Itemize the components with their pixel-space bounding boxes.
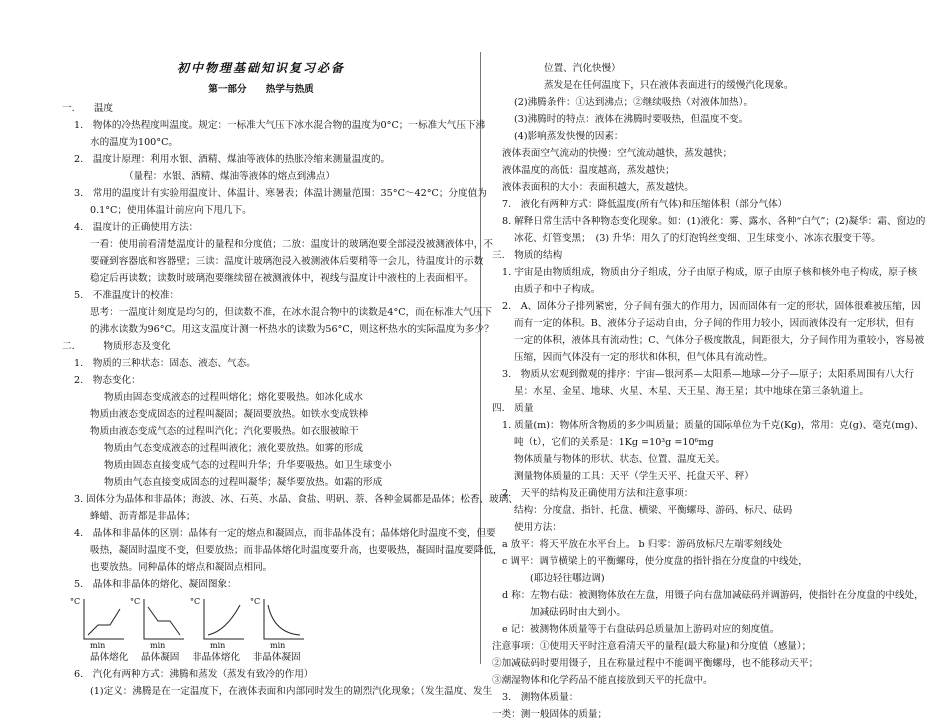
left-line: 1. 物质的三种状态：固态、液态、气态。	[74, 358, 256, 369]
left-line: 2. 物态变化：	[74, 375, 141, 386]
right-line: (3)沸腾时的特点：液体在沸腾时要吸热，但温度不变。	[514, 114, 749, 125]
caption-amorphous-melting: 非晶体熔化	[192, 652, 241, 663]
left-line: 稳定后再读数；读数时玻璃泡要继续留在被测液体中，视线与温度计中液柱的上表面相平。	[90, 273, 474, 284]
right-line: e 记：被测物体质量等于右盘砝码总质量加上游码对应的刻度值。	[502, 624, 780, 635]
left-line: 二. 物质形态及变化	[62, 341, 171, 352]
graph1-unit: °C	[70, 597, 81, 606]
left-line: 5. 不准温度计的校准：	[74, 290, 180, 301]
graph4-axes	[264, 599, 304, 639]
left-line: 0.1°C；使用体温计前应向下甩几下。	[90, 205, 252, 216]
left_tail-line: (1)定义：沸腾是在一定温度下，在液体表面和内部同时发生的剧烈汽化现象；（发生温度、发生	[90, 686, 493, 697]
left-line: 吸热，凝固时温度不变，但要放热；而非晶体熔化时温度要升高，也要吸热，凝固时温度要降低，	[90, 545, 503, 556]
right-line: 吨（t），它们的关系是：1Kg =10³g =10⁶mg	[514, 437, 714, 448]
graph1-axis: min	[90, 641, 106, 650]
right-line: 注意事项：①使用天平时注意看清天平的量程(最大称量)和分度值（感量）；	[492, 641, 812, 652]
left-line: （量程：水银、酒精、煤油等液体的熔点到沸点）	[124, 171, 336, 182]
left-line: 2. 温度计原理：利用水银、酒精、煤油等液体的热胀冷缩来测量温度的。	[74, 154, 391, 165]
left-line: 4. 温度计的正确使用方法：	[74, 222, 199, 233]
right-line: 物体质量与物体的形状、状态、位置、温度无关。	[514, 454, 726, 465]
right-line: 7. 液化有两种方式：降低温度(所有气体)和压缩体积（部分气体）	[502, 199, 788, 210]
left-line: 蜂蜡、沥青都是非晶体；	[90, 511, 196, 522]
left-line: 也要放热。同种晶体的熔点和凝固点相同。	[90, 562, 273, 573]
left-text-tail	[52, 666, 493, 700]
graph3-axis: min	[210, 641, 226, 650]
right-line: 而有一定的体积。B、液体分子运动自由，分子间的作用力较小，因而液体没有一定形状，但有	[514, 318, 915, 329]
right-line: 8. 解释日常生活中各种物态变化现象。如：(1)液化：雾、露水、各种“白气”；(2)凝华：霜、窗边的	[502, 216, 926, 227]
graph4-unit: °C	[250, 597, 261, 606]
right-line: 一定的体积，液体具有流动性；C、气体分子极度散乱，间距很大，分子间作用为重较小，容易被	[514, 335, 925, 346]
right-line: 2. A、固体分子排列紧密，分子间有强大的作用力，因而固体有一定的形状，固体很难被压缩，因	[502, 301, 922, 312]
right-line: 三. 物质的结构	[492, 250, 563, 261]
document-title: 初中物理基础知识复习必备	[176, 61, 345, 75]
right-text-block	[492, 60, 926, 723]
left-line: 物质由液态变成固态的过程叫凝固；凝固要放热。如铁水变成铁棒	[90, 409, 369, 420]
left-line: 1. 物体的冷热程度叫温度。规定：一标准大气压下冰水混合物的温度为0°C；一标准大气压下沸	[74, 120, 486, 131]
right-line: 液体表面积的大小：表面积越大，蒸发越快。	[502, 182, 694, 193]
right-line: (4)影响蒸发快慢的因素：	[514, 131, 624, 142]
graph2-curve	[148, 607, 180, 635]
left-line: 一. 温度	[62, 103, 114, 114]
left-line: 要碰到容器底和容器壁；三读：温度计玻璃泡浸入被测液体后要稍等一会儿，待温度计的示数	[90, 256, 484, 267]
graph3-curve	[208, 605, 240, 635]
right-line: 蒸发是在任何温度下，只在液体表面进行的缓慢汽化现象。	[544, 80, 794, 91]
right-line: 2. 天平的结构及正确使用方法和注意事项：	[502, 488, 694, 499]
right-line: ②加减砝码时要用镊子，且在称量过程中不能调平衡螺母，也不能移动天平；	[492, 658, 819, 669]
right-line: 星：水星、金星、地球、火星、木星、天王星、海王星；其中地球在第三条轨道上。	[514, 386, 869, 397]
right-line: ③潮湿物体和化学药品不能直接放到天平的托盘中。	[492, 675, 713, 686]
right-line: 位置、汽化快慢）	[544, 63, 621, 74]
left-line: 3. 常用的温度计有实验用温度计、体温计、寒暑表；体温计测量范围：35°C～42°C；分度值为	[74, 188, 487, 199]
left-line: 水的温度为100°C。	[90, 137, 179, 148]
left-line: 4. 晶体和非晶体的区别：晶体有一定的熔点和凝固点，而非晶体没有；晶体熔化时温度不变，但要	[74, 528, 496, 539]
graph3-axes	[204, 599, 244, 639]
right-line: c 调平：调节横梁上的平衡螺母，使分度盘的指针指在分度盘的中线处，	[502, 556, 808, 567]
left-line: 物质由固态变成液态的过程叫熔化；熔化要吸热。如冰化成水	[104, 392, 364, 403]
right-line: 液体表面空气流动的快慢：空气流动越快，蒸发越快；	[502, 148, 733, 159]
right-line: 四. 质量	[492, 403, 534, 414]
left-line: 物质由气态变成液态的过程叫液化；液化要放热。如雾的形成	[104, 443, 364, 454]
right-line: (2)沸腾条件：①达到沸点；②继续吸热（对液体加热）。	[514, 97, 754, 108]
right-line: 3. 物质从宏观到微观的排序：宇宙—银河系—太阳系—地球—分子—原子；太阳系周围有八大行	[502, 369, 915, 380]
right-line: a 放平：将天平放在水平台上。 b 归零：游码放标尺左端零刻线处	[502, 539, 783, 550]
right-line: 1. 宇宙是由物质组成，物质由分子组成，分子由原子构成，原子由原子核和核外电子构成，原子核	[502, 267, 918, 278]
graph4-axis: min	[270, 641, 286, 650]
left-line: 物质由液态变成气态的过程叫汽化；汽化要吸热。如衣服被晾干	[90, 426, 359, 437]
part-heading: 第一部分 热学与热质	[208, 84, 314, 95]
left-line: 3. 固体分为晶体和非晶体；海波、冰、石英、水晶、食盐、明矾、萘、各种金属都是晶体；松香、玻璃、	[74, 494, 518, 505]
right-column	[492, 60, 926, 723]
caption-crystal-melting: 晶体熔化	[90, 652, 129, 663]
right-line: 压缩，因而气体没有一定的形状和体积，但气体具有流动性。	[514, 352, 774, 363]
caption-amorphous-solidifying: 非晶体凝固	[252, 652, 301, 663]
graph2-unit: °C	[130, 597, 141, 606]
right-line: (耶边轻往哪边调)	[530, 573, 605, 584]
graph2-axis: min	[150, 641, 166, 650]
right-line: 1. 质量(m)：物体所含物质的多少叫质量；质量的国际单位为千克(Kg)，常用：克(g)、毫克(mg)、	[502, 420, 924, 431]
graph1-curve	[88, 609, 120, 635]
right-line: 由质子和中子构成。	[514, 284, 601, 295]
right-line: 液体温度的高低：温度越高，蒸发越快；	[502, 165, 675, 176]
graph-captions	[52, 649, 470, 666]
right-line: 冰花、灯管变黑； (3) 升华：用久了的灯泡钨丝变细、卫生球变小、冰冻衣服变干等。	[514, 233, 881, 244]
right-line: 加减砝码时由大到小。	[530, 607, 626, 618]
caption-crystal-solidifying: 晶体凝固	[141, 652, 180, 663]
right-line: 3. 测物体质量：	[502, 692, 579, 703]
left-line: 思考：一温度计刻度是均匀的，但读数不准，在冰水混合物中的读数是4°C，而在标准大气压下	[90, 307, 492, 318]
right-line: 使用方法：	[514, 522, 562, 533]
graph3-unit: °C	[190, 597, 201, 606]
right-line: 结构：分度盘、指针、托盘、横梁、平衡螺母、游码、标尺、砝码	[514, 505, 793, 516]
right-line: d 称：左物右砝：被测物体放在左盘，用镊子向右盘加减砝码并调游码，使指针在分度盘的中线处，	[502, 590, 924, 601]
left-line: 的沸水读数为96°C。用这支温度计测一杯热水的读数为56°C，则这杯热水的实际温度为多少？	[90, 324, 494, 335]
left-line: 物质由气态直接变成固态的过程叫凝华；凝华要放热。如霜的形成	[104, 477, 383, 488]
left-line: 物质由固态直接变成气态的过程叫升华；升华要吸热。如卫生球变小	[104, 460, 392, 471]
graph4-curve	[268, 605, 300, 635]
melting-graphs	[70, 593, 316, 650]
column-divider	[480, 52, 481, 664]
left-line: 5. 晶体和非晶体的熔化、凝固图象：	[74, 579, 237, 590]
left_tail-line: 6. 汽化有两种方式：沸腾和蒸发（蒸发有致冷的作用）	[74, 669, 314, 680]
right-line: 测量物体质量的工具：天平（学生天平、托盘天平、秤）	[514, 471, 754, 482]
left-line: 一看：使用前看清楚温度计的量程和分度值；二放：温度计的玻璃泡要全部浸没被测液体中，不	[90, 239, 493, 250]
right-line: 一类：测一般固体的质量；	[492, 709, 608, 720]
